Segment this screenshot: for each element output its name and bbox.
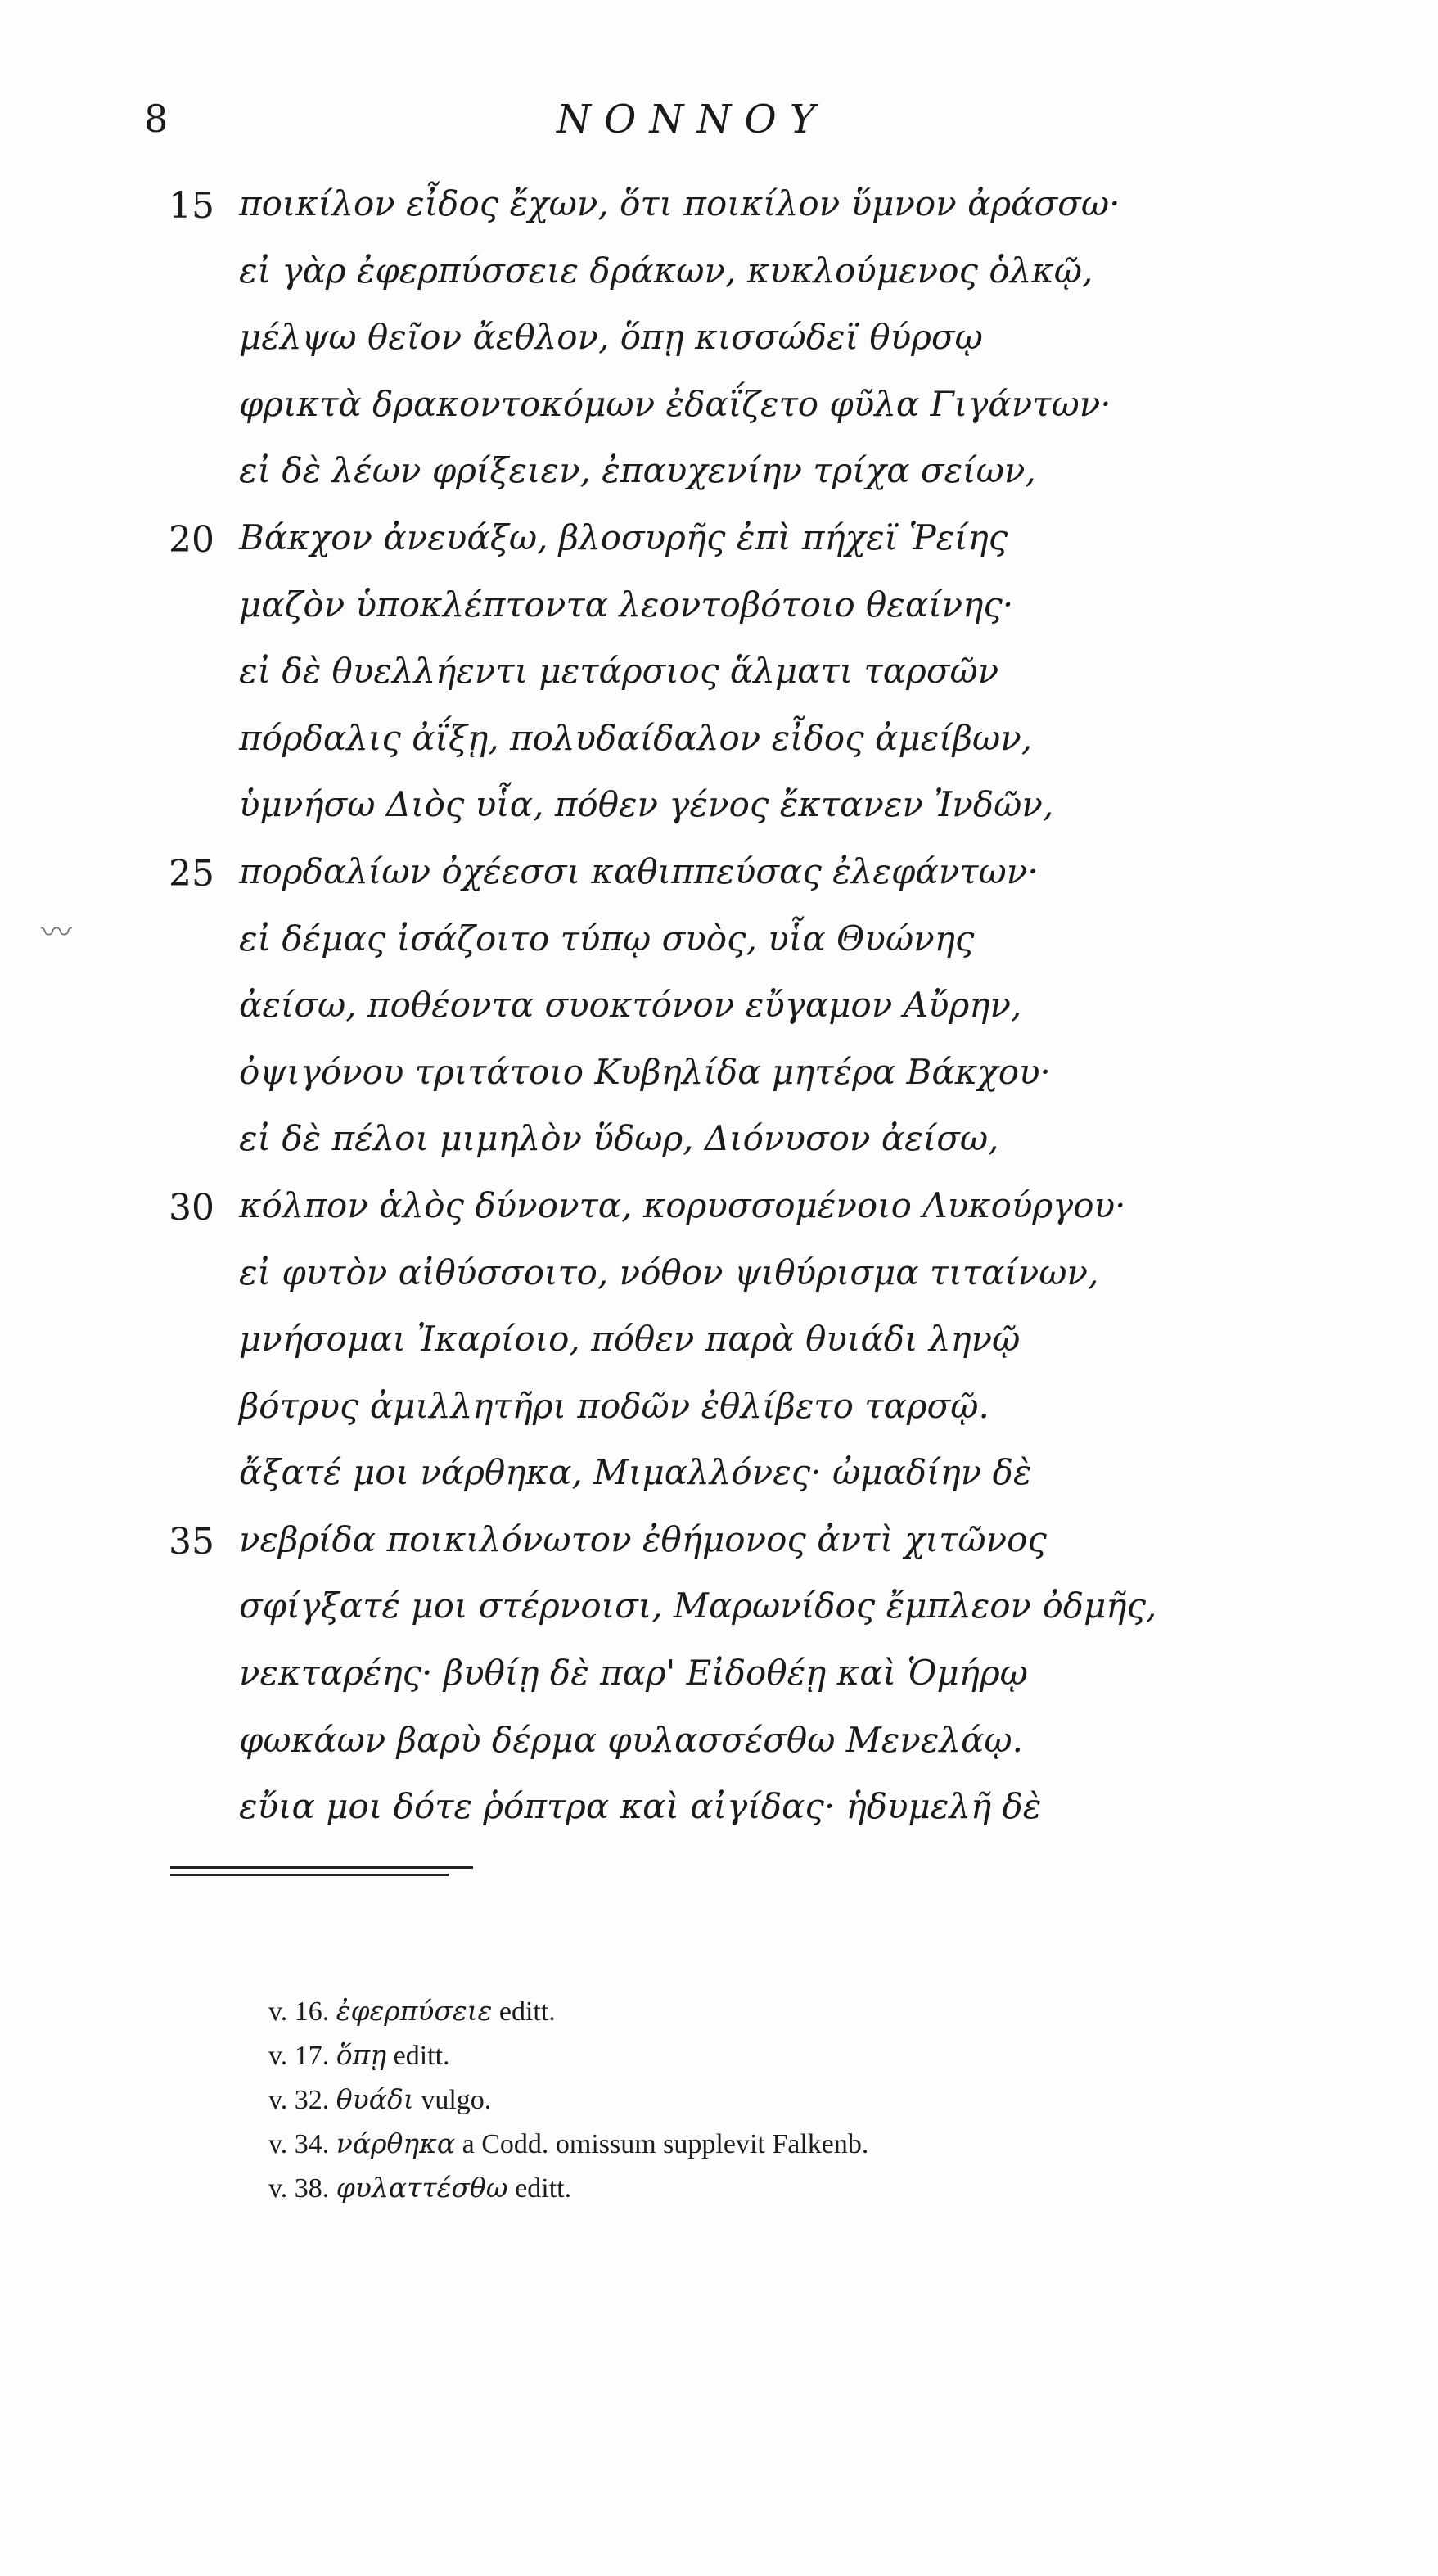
- verse-number: 20: [169, 518, 214, 561]
- verse-line: [0, 1047, 1438, 1114]
- verse-line: [0, 1113, 1438, 1180]
- note-greek-reading: ἐφερπύσειε: [336, 1995, 493, 2027]
- note-verse-ref: v. 17.: [268, 2041, 330, 2071]
- note-verse-ref: v. 34.: [268, 2129, 330, 2159]
- verse-line: [0, 445, 1438, 512]
- verse-line: [0, 779, 1438, 846]
- verse-line: [0, 1381, 1438, 1448]
- verse-line: [0, 1781, 1438, 1848]
- apparatus-note: [268, 2077, 1398, 2122]
- verse-text: ὑμνήσω Διὸς υἷα, πόθεν γένος ἔκτανεν Ἰνδῶν,: [239, 784, 1054, 825]
- verse-text: εἰ δὲ λέων φρίξειεν, ἐπαυχενίην τρίχα σείων,: [239, 450, 1036, 491]
- verse-line: [0, 246, 1438, 313]
- verse-block: [0, 178, 1438, 1848]
- note-comment: editt.: [498, 1996, 556, 2027]
- separator-rule: [170, 1874, 449, 1876]
- verse-line: [0, 1447, 1438, 1514]
- note-greek-reading: θυάδι: [336, 2083, 414, 2115]
- verse-number: 25: [169, 852, 214, 895]
- verse-line: [0, 178, 1438, 246]
- note-comment: a Codd. omissum supplevit Falkenb.: [462, 2129, 869, 2159]
- verse-number: 15: [169, 185, 214, 227]
- verse-line: [0, 646, 1438, 713]
- note-comment: editt.: [393, 2041, 450, 2071]
- running-title: ΝΟΝΝΟΥ: [557, 97, 829, 142]
- verse-text: φωκάων βαρὺ δέρμα φυλασσέσθω Μενελάῳ.: [239, 1719, 1023, 1760]
- verse-line: [0, 1247, 1438, 1315]
- verse-text: μνήσομαι Ἰκαρίοιο, πόθεν παρὰ θυιάδι ληνῷ: [239, 1319, 1021, 1360]
- verse-text: πορδαλίων ὀχέεσσι καθιππεύσας ἐλεφάντων·: [239, 850, 1039, 891]
- verse-text: ποικίλον εἶδος ἔχων, ὅτι ποικίλον ὕμνον ἀράσσω·: [239, 183, 1120, 223]
- verse-number: 35: [169, 1520, 214, 1563]
- verse-text: μαζὸν ὑποκλέπτοντα λεοντοβότοιο θεαίνης·: [239, 584, 1014, 625]
- verse-line: [0, 512, 1438, 580]
- verse-text: εὔια μοι δότε ῥόπτρα καὶ αἰγίδας· ἡδυμελῆ δὲ: [239, 1786, 1042, 1827]
- margin-annotation-mark: 〰: [41, 914, 73, 950]
- note-verse-ref: v. 16.: [268, 1996, 330, 2027]
- verse-line: [0, 1648, 1438, 1715]
- verse-text: Βάκχον ἀνευάξω, βλοσυρῆς ἐπὶ πήχεϊ Ῥείης: [239, 517, 1008, 557]
- verse-text: εἰ δέμας ἰσάζοιτο τύπῳ συὸς, υἷα Θυώνης: [239, 918, 975, 959]
- note-verse-ref: v. 32.: [268, 2085, 330, 2115]
- apparatus-note: [268, 1989, 1398, 2033]
- verse-line: [0, 312, 1438, 379]
- verse-line: [0, 580, 1438, 647]
- verse-text: πόρδαλις ἀΐξῃ, πολυδαίδαλον εἶδος ἀμείβων,: [239, 717, 1033, 758]
- verse-line: [0, 1715, 1438, 1782]
- verse-text: μέλψω θεῖον ἄεθλον, ὅπῃ κισσώδεϊ θύρσῳ: [239, 317, 983, 358]
- note-greek-reading: φυλαττέσθω: [336, 2172, 508, 2204]
- verse-line: [0, 713, 1438, 780]
- verse-line: [0, 980, 1438, 1047]
- verse-text: φρικτὰ δρακοντοκόμων ἐδαΐζετο φῦλα Γιγάντων·: [239, 383, 1111, 424]
- separator-rule: [170, 1866, 473, 1869]
- note-greek-reading: ὅπῃ: [336, 2039, 387, 2071]
- verse-line: [0, 1581, 1438, 1648]
- verse-text: εἰ δὲ πέλοι μιμηλὸν ὕδωρ, Διόνυσον ἀείσω,: [239, 1118, 999, 1159]
- verse-line: [0, 914, 1438, 981]
- verse-line: [0, 1314, 1438, 1381]
- verse-text: κόλπον ἁλὸς δύνοντα, κορυσσομένοιο Λυκούργου·: [239, 1184, 1126, 1225]
- page-number: 8: [144, 97, 169, 141]
- verse-text: νεκταρέης· βυθίῃ δὲ παρ' Εἰδοθέῃ καὶ Ὁμήρῳ: [239, 1653, 1028, 1694]
- verse-text: βότρυς ἀμιλλητῆρι ποδῶν ἐθλίβετο ταρσῷ.: [239, 1385, 989, 1426]
- verse-text: νεβρίδα ποικιλόνωτον ἐθήμονος ἀντὶ χιτῶνος: [239, 1518, 1047, 1559]
- critical-apparatus: [268, 1989, 1398, 2210]
- verse-line: [0, 1514, 1438, 1581]
- verse-line: [0, 846, 1438, 914]
- note-comment: vulgo.: [421, 2085, 492, 2115]
- verse-line: [0, 1180, 1438, 1247]
- verse-text: σφίγξατέ μοι στέρνοισι, Μαρωνίδος ἔμπλεον ὀδμῆς,: [239, 1586, 1157, 1626]
- apparatus-note: [268, 2166, 1398, 2210]
- verse-text: εἰ γὰρ ἐφερπύσσειε δράκων, κυκλούμενος ὁλκῷ,: [239, 250, 1093, 291]
- verse-text: εἰ φυτὸν αἰθύσσοιτο, νόθον ψιθύρισμα τιταίνων,: [239, 1252, 1099, 1293]
- note-greek-reading: νάρθηκα: [336, 2127, 456, 2159]
- verse-text: ἄξατέ μοι νάρθηκα, Μιμαλλόνες· ὠμαδίην δὲ: [239, 1452, 1032, 1493]
- note-verse-ref: v. 38.: [268, 2173, 330, 2204]
- verse-text: ὀψιγόνου τριτάτοιο Κυβηλίδα μητέρα Βάκχου·: [239, 1051, 1051, 1092]
- verse-text: εἰ δὲ θυελλήεντι μετάρσιος ἅλματι ταρσῶν: [239, 651, 999, 692]
- apparatus-note: [268, 2033, 1398, 2077]
- verse-text: ἀείσω, ποθέοντα συοκτόνον εὔγαμον Αὔρην,: [239, 985, 1022, 1026]
- apparatus-note: [268, 2122, 1398, 2166]
- footnote-separator: [170, 1866, 473, 1899]
- note-comment: editt.: [515, 2173, 572, 2204]
- verse-line: [0, 379, 1438, 446]
- verse-number: 30: [169, 1186, 214, 1229]
